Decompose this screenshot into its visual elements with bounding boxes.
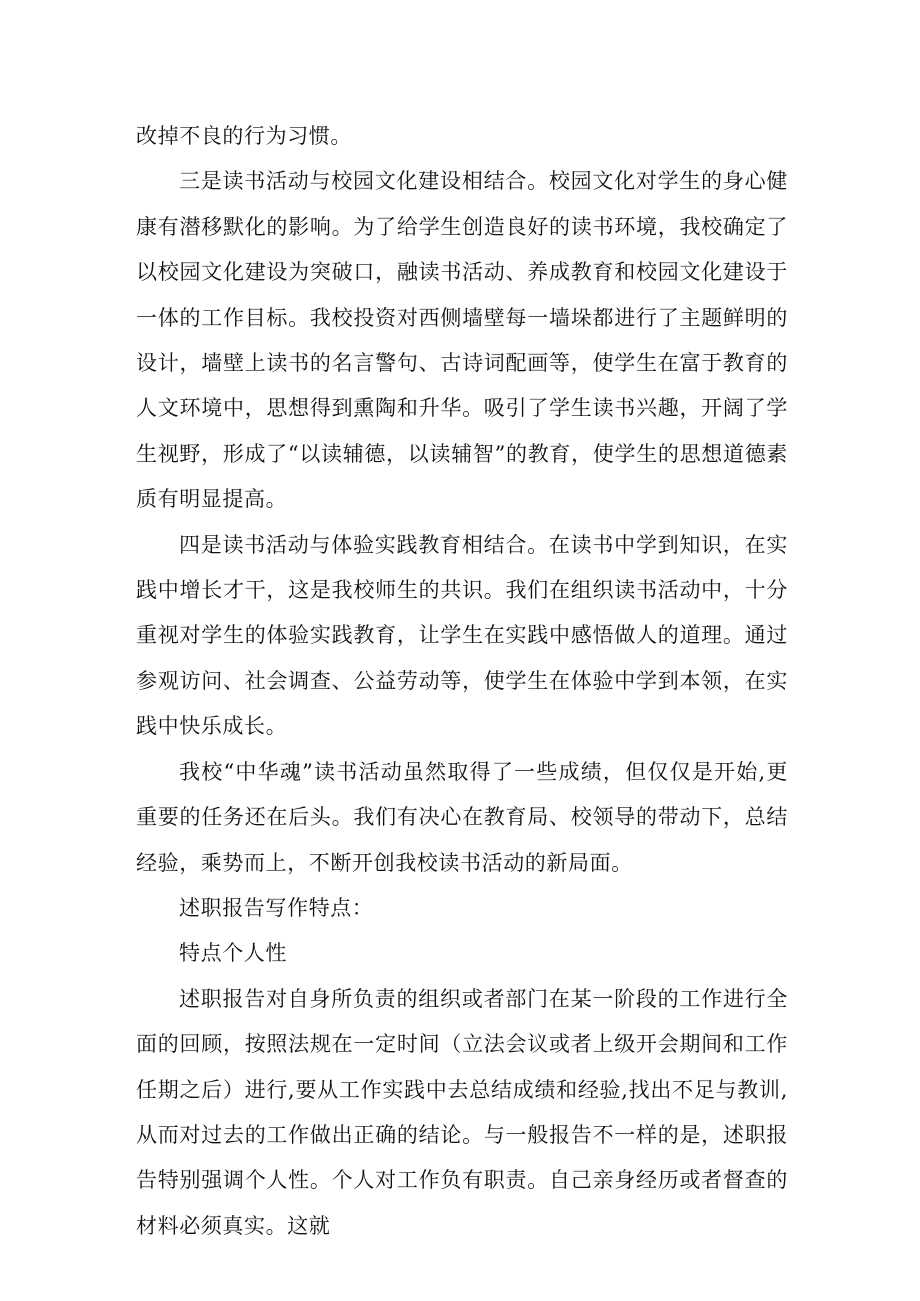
paragraph-practice-education: 四是读书活动与体验实践教育相结合。在读书中学到知识，在实践中增长才干，这是我校师生的共识。我们在组织读书活动中，十分重视对学生的体验实践教育，让学生在实践中感悟做人的道理。通过参观访问、社会调查、公益劳动等，使学生在体验中学到本领，在实践中快乐成长。	[136, 532, 788, 739]
paragraph-continuation: 改掉不良的行为习惯。	[136, 124, 352, 148]
subsection-heading: 特点个人性	[179, 941, 287, 966]
section-heading: 述职报告写作特点：	[179, 895, 374, 920]
document-body	[136, 114, 788, 1249]
paragraph-campus-culture: 三是读书活动与校园文化建设相结合。校园文化对学生的身心健康有潜移默化的影响。为了给学生创造良好的读书环境，我校确定了以校园文化建设为突破口，融读书活动、养成教育和校园文化建设于一体的工作目标。我校投资对西侧墙壁每一墙垛都进行了主题鲜明的设计，墙壁上读书的名言警句、古诗词配画等，使学生在富于教育的人文环境中，思想得到熏陶和升华。吸引了学生读书兴趣，开阔了学生视野，形成了“以读辅德，以读辅智”的教育，使学生的思想道德素质有明显提高。	[136, 169, 788, 512]
paragraph-conclusion: 我校“中华魂”读书活动虽然取得了一些成绩，但仅仅是开始,更重要的任务还在后头。我们有决心在教育局、校领导的带动下，总结经验，乘势而上，不断开创我校读书活动的新局面。	[136, 759, 788, 875]
paragraph-report-personal: 述职报告对自身所负责的组织或者部门在某一阶段的工作进行全面的回顾，按照法规在一定时间（立法会议或者上级开会期间和工作任期之后）进行,要从工作实践中去总结成绩和经验,找出不足与教训,从而对过去的工作做出正确的结论。与一般报告不一样的是，述职报告特别强调个人性。个人对工作负有职责。自己亲身经历或者督查的材料必须真实。这就	[136, 986, 788, 1238]
